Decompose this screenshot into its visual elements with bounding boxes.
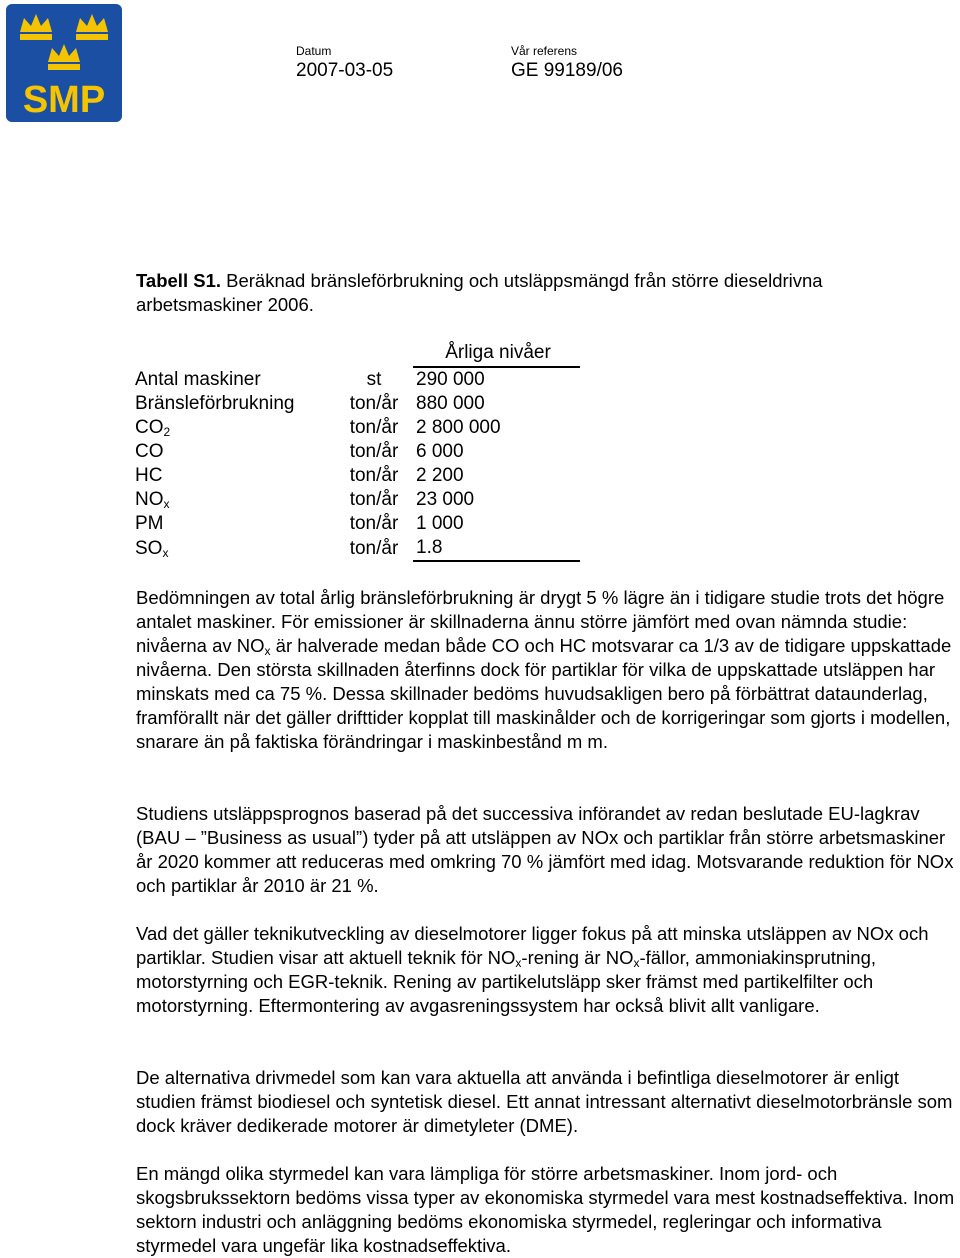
table-row: [135, 464, 580, 488]
table-row: [135, 488, 580, 512]
row-name: $NO_x$: [135, 489, 170, 511]
date-label: Datum: [296, 44, 332, 58]
table-header-row: [135, 340, 580, 367]
paragraph-assessment: Bedömningen av total årlig bränsleförbrukning är drygt 5 % lägre än i tidigare studie trots det högre antalet maskiner. För emissioner är skillnaderna ännu större jämfört med ovan nämnda studie: nivåerna av $NO_x$ är halverade medan både CO och HC motsvarar ca 1/3 av de tidigare uppskattade nivåerna. Den största skillnaden återfinns dock för partiklar för vilka de uppskattade utsläppen har minskats med ca 75 %. Dessa skillnader bedöms huvudsakligen bero på förbättrat dataunderlag, framförallt när det gäller drifttider kopplat till maskinålder och de korrigeringar som gjorts i modellen, snarare än på faktiska förändringar i maskinbestånd m m.: [136, 587, 952, 752]
paragraph-technology: Vad det gäller teknikutveckling av dieselmotorer ligger fokus på att minska utsläppen av NOx och partiklar. Studien visar att aktuell teknik för $NO_x$-rening är $NO_x$-fällor, ammoniakinsprutning, motorstyrning och EGR-teknik. Rening av partikelutsläpp sker främst med partikelfilter och motorstyrning. Eftermontering av avgasreningssystem har också blivit allt vanligare.: [136, 923, 929, 1016]
table-row: [135, 416, 580, 440]
row-value: 2 800 000: [416, 417, 501, 438]
date-value: 2007-03-05: [296, 60, 394, 81]
row-name: $SO_x$: [135, 537, 169, 560]
row-name: $CO_2$: [135, 417, 171, 439]
row-unit: ton/år: [349, 441, 399, 462]
table-row: [135, 367, 580, 392]
reference-label: Vår referens: [511, 44, 578, 58]
caption-text: Beräknad bränsleförbrukning och utsläppsmängd från större dieseldrivna arbetsmaskiner 2006.: [136, 270, 823, 315]
paragraph-fuels: De alternativa drivmedel som kan vara aktuella att använda i befintliga dieselmotorer är enligt studien främst biodiesel och syntetisk diesel. Ett annat intressant alternativt dieselmotorbränsle som dock kräver dedikerade motorer är dimetyleter (DME).: [136, 1067, 953, 1136]
row-unit: ton/år: [349, 465, 399, 486]
table-row: [135, 512, 580, 536]
caption-label: Tabell S1.: [136, 270, 221, 291]
table-caption: [136, 269, 926, 317]
row-unit: ton/år: [349, 537, 399, 559]
table-row: [135, 536, 580, 561]
row-name: HC: [135, 465, 163, 486]
reference-value: GE 99189/06: [511, 60, 623, 81]
row-value: 6 000: [416, 441, 464, 462]
row-unit: ton/år: [349, 417, 399, 438]
row-name: PM: [135, 513, 164, 534]
column-header: Årliga nivåer: [413, 340, 580, 367]
logo-text: SMP: [22, 79, 106, 121]
row-value: 1.8: [413, 536, 580, 561]
emissions-table: [135, 340, 580, 562]
table-row: [135, 392, 580, 416]
row-unit: ton/år: [349, 489, 399, 510]
row-name: CO: [135, 441, 164, 462]
row-name: Antal maskiner: [135, 368, 261, 390]
table-row: [135, 440, 580, 464]
row-value: 2 200: [416, 465, 464, 486]
row-name: Bränsleförbrukning: [135, 393, 295, 414]
paragraph-instruments: En mängd olika styrmedel kan vara lämpliga för större arbetsmaskiner. Inom jord- och skogsbrukssektorn bedöms vissa typer av ekonomiska styrmedel vara mest kostnadseffektiva. Inom sektorn industri och anläggning bedöms ekonomiska styrmedel, regleringar och informativa styrmedel vara ungefär lika kostnadseffektiva.: [136, 1163, 955, 1256]
row-unit: ton/år: [349, 393, 399, 414]
row-value: 23 000: [416, 489, 475, 510]
row-value: 290 000: [416, 369, 485, 390]
smp-logo: [6, 4, 122, 122]
row-value: 1 000: [416, 513, 464, 534]
row-value: 880 000: [416, 393, 485, 414]
paragraph-forecast: Studiens utsläppsprognos baserad på det successiva införandet av redan beslutade EU-lagkrav (BAU – ”Business as usual”) tyder på att utsläppen av NOx och partiklar från större arbetsmaskiner år 2020 kommer att reduceras med omkring 70 % jämfört med idag. Motsvarande reduktion för NOx och partiklar år 2010 är 21 %.: [136, 803, 954, 896]
row-unit: ton/år: [349, 513, 399, 534]
row-unit: st: [366, 368, 382, 390]
